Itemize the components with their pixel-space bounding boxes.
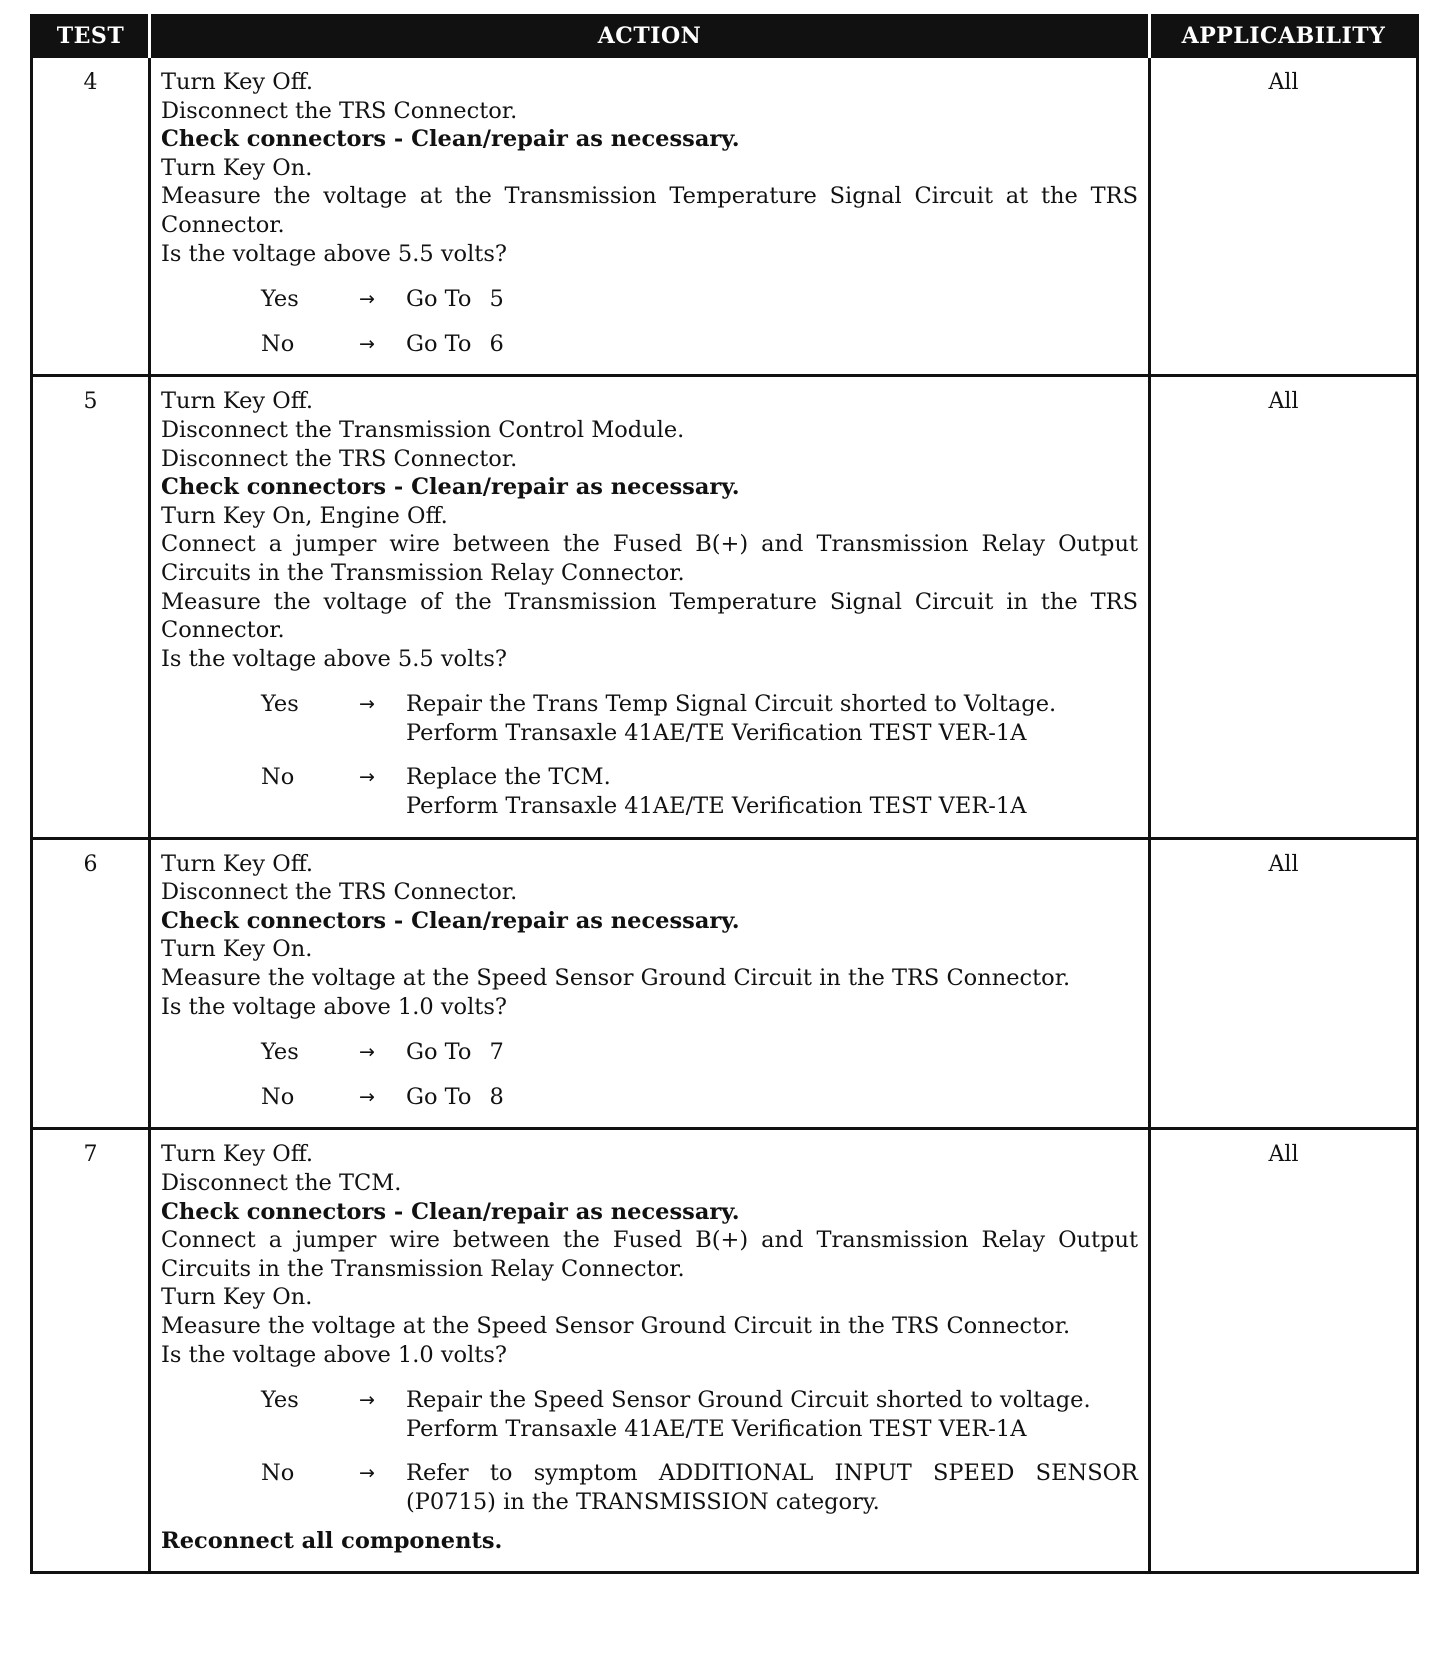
applicability-value: All	[1150, 57, 1418, 376]
answer-label: Yes	[261, 1039, 299, 1066]
goto-text: Go To	[406, 1083, 472, 1110]
action-step: Disconnect the TCM.	[161, 1170, 402, 1196]
action-step: Turn Key On.	[161, 1284, 313, 1311]
answer-no	[161, 763, 1138, 820]
action-step: Connect a jumper wire between the Fused B(+) and Transmission Relay Output Circuits in the Transmission Relay Connector.	[161, 1227, 1138, 1282]
applicability-value: All	[1150, 838, 1418, 1129]
answer-no	[161, 1459, 1138, 1516]
action-step: Turn Key Off.	[161, 1141, 314, 1168]
action-step-emphasis: Check connectors - Clean/repair as necessary.	[161, 1198, 740, 1225]
action-question: Is the voltage above 5.5 volts?	[161, 240, 507, 267]
answer-label: No	[261, 764, 295, 791]
answer-yes	[161, 690, 1138, 747]
action-step: Turn Key On, Engine Off.	[161, 502, 448, 529]
action-step: Measure the voltage at the Transmission Temperature Signal Circuit at the TRS Connector.	[161, 183, 1138, 238]
action-question: Is the voltage above 5.5 volts?	[161, 645, 507, 672]
answer-label: Yes	[261, 691, 299, 718]
goto-text: Go To	[406, 286, 472, 313]
answer-yes	[161, 1386, 1138, 1443]
answer-text: Repair the Trans Temp Signal Circuit shorted to Voltage.	[406, 691, 1057, 718]
action-step: Turn Key On.	[161, 936, 313, 963]
answer-label: Yes	[261, 1387, 299, 1414]
action-step: Turn Key On.	[161, 154, 313, 181]
test-number: 5	[32, 376, 150, 838]
answer-text: Repair the Speed Sensor Ground Circuit shorted to voltage.	[406, 1387, 1091, 1414]
action-cell	[150, 1129, 1150, 1573]
action-step-emphasis: Check connectors - Clean/repair as necessary.	[161, 474, 740, 501]
answer-text: Refer to symptom ADDITIONAL INPUT SPEED SENSOR (P0715) in the TRANSMISSION category.	[406, 1460, 1138, 1515]
action-question: Is the voltage above 1.0 volts?	[161, 1341, 507, 1368]
answer-block	[161, 1038, 1138, 1111]
action-step: Turn Key Off.	[161, 850, 314, 877]
right-arrow-icon: →	[359, 693, 375, 716]
goto-number: 8	[489, 1083, 504, 1110]
action-step: Disconnect the TRS Connector.	[161, 445, 518, 472]
goto-number: 6	[489, 330, 504, 357]
test-number: 7	[32, 1129, 150, 1573]
right-arrow-icon: →	[359, 1085, 375, 1108]
action-step: Disconnect the Transmission Control Module.	[161, 416, 685, 443]
action-step: Disconnect the TRS Connector.	[161, 97, 518, 124]
right-arrow-icon: →	[359, 332, 375, 355]
answer-label: No	[261, 1460, 295, 1487]
action-step: Measure the voltage at the Speed Sensor Ground Circuit in the TRS Connector.	[161, 965, 1071, 992]
answer-text: Perform Transaxle 41AE/TE Verification TEST VER-1A	[406, 719, 1027, 746]
answer-label: No	[261, 330, 295, 357]
action-step: Connect a jumper wire between the Fused B(+) and Transmission Relay Output Circuits in the Transmission Relay Connector.	[161, 531, 1138, 586]
closing-instruction: Reconnect all components.	[161, 1527, 503, 1554]
action-question: Is the voltage above 1.0 volts?	[161, 993, 507, 1020]
right-arrow-icon: →	[359, 766, 375, 789]
test-row-6	[32, 838, 1418, 1129]
test-number: 6	[32, 838, 150, 1129]
answer-label: Yes	[261, 286, 299, 313]
action-cell	[150, 376, 1150, 838]
action-step-emphasis: Check connectors - Clean/repair as necessary.	[161, 907, 740, 934]
header-action: ACTION	[150, 16, 1150, 57]
right-arrow-icon: →	[359, 1462, 375, 1485]
answer-text: Perform Transaxle 41AE/TE Verification TEST VER-1A	[406, 793, 1027, 820]
answer-no	[161, 330, 1138, 359]
test-row-5	[32, 376, 1418, 838]
action-step: Measure the voltage of the Transmission Temperature Signal Circuit in the TRS Connector.	[161, 588, 1138, 644]
table-header-row	[32, 16, 1418, 57]
goto-text: Go To	[406, 1039, 472, 1066]
test-row-4	[32, 57, 1418, 376]
action-step: Turn Key Off.	[161, 69, 314, 95]
answer-no	[161, 1083, 1138, 1112]
action-cell	[150, 838, 1150, 1129]
action-step-emphasis: Check connectors - Clean/repair as necessary.	[161, 126, 740, 153]
header-applicability: APPLICABILITY	[1150, 16, 1418, 57]
right-arrow-icon: →	[359, 288, 375, 311]
answer-block	[161, 285, 1138, 358]
answer-block	[161, 690, 1138, 820]
test-row-7	[32, 1129, 1418, 1573]
goto-number: 5	[489, 286, 504, 313]
diagnostic-test-table	[30, 14, 1419, 1574]
answer-yes	[161, 285, 1138, 314]
answer-label: No	[261, 1083, 295, 1110]
test-number: 4	[32, 57, 150, 376]
action-step: Turn Key Off.	[161, 388, 314, 415]
right-arrow-icon: →	[359, 1041, 375, 1064]
goto-number: 7	[489, 1039, 504, 1066]
header-test: TEST	[32, 16, 150, 57]
answer-block	[161, 1386, 1138, 1516]
action-step: Measure the voltage at the Speed Sensor Ground Circuit in the TRS Connector.	[161, 1312, 1071, 1339]
applicability-value: All	[1150, 376, 1418, 838]
right-arrow-icon: →	[359, 1389, 375, 1412]
action-step: Disconnect the TRS Connector.	[161, 879, 518, 906]
goto-text: Go To	[406, 330, 472, 357]
action-cell	[150, 57, 1150, 376]
answer-yes	[161, 1038, 1138, 1067]
applicability-value: All	[1150, 1129, 1418, 1573]
answer-text: Perform Transaxle 41AE/TE Verification TEST VER-1A	[406, 1415, 1027, 1442]
answer-text: Replace the TCM.	[406, 764, 611, 791]
